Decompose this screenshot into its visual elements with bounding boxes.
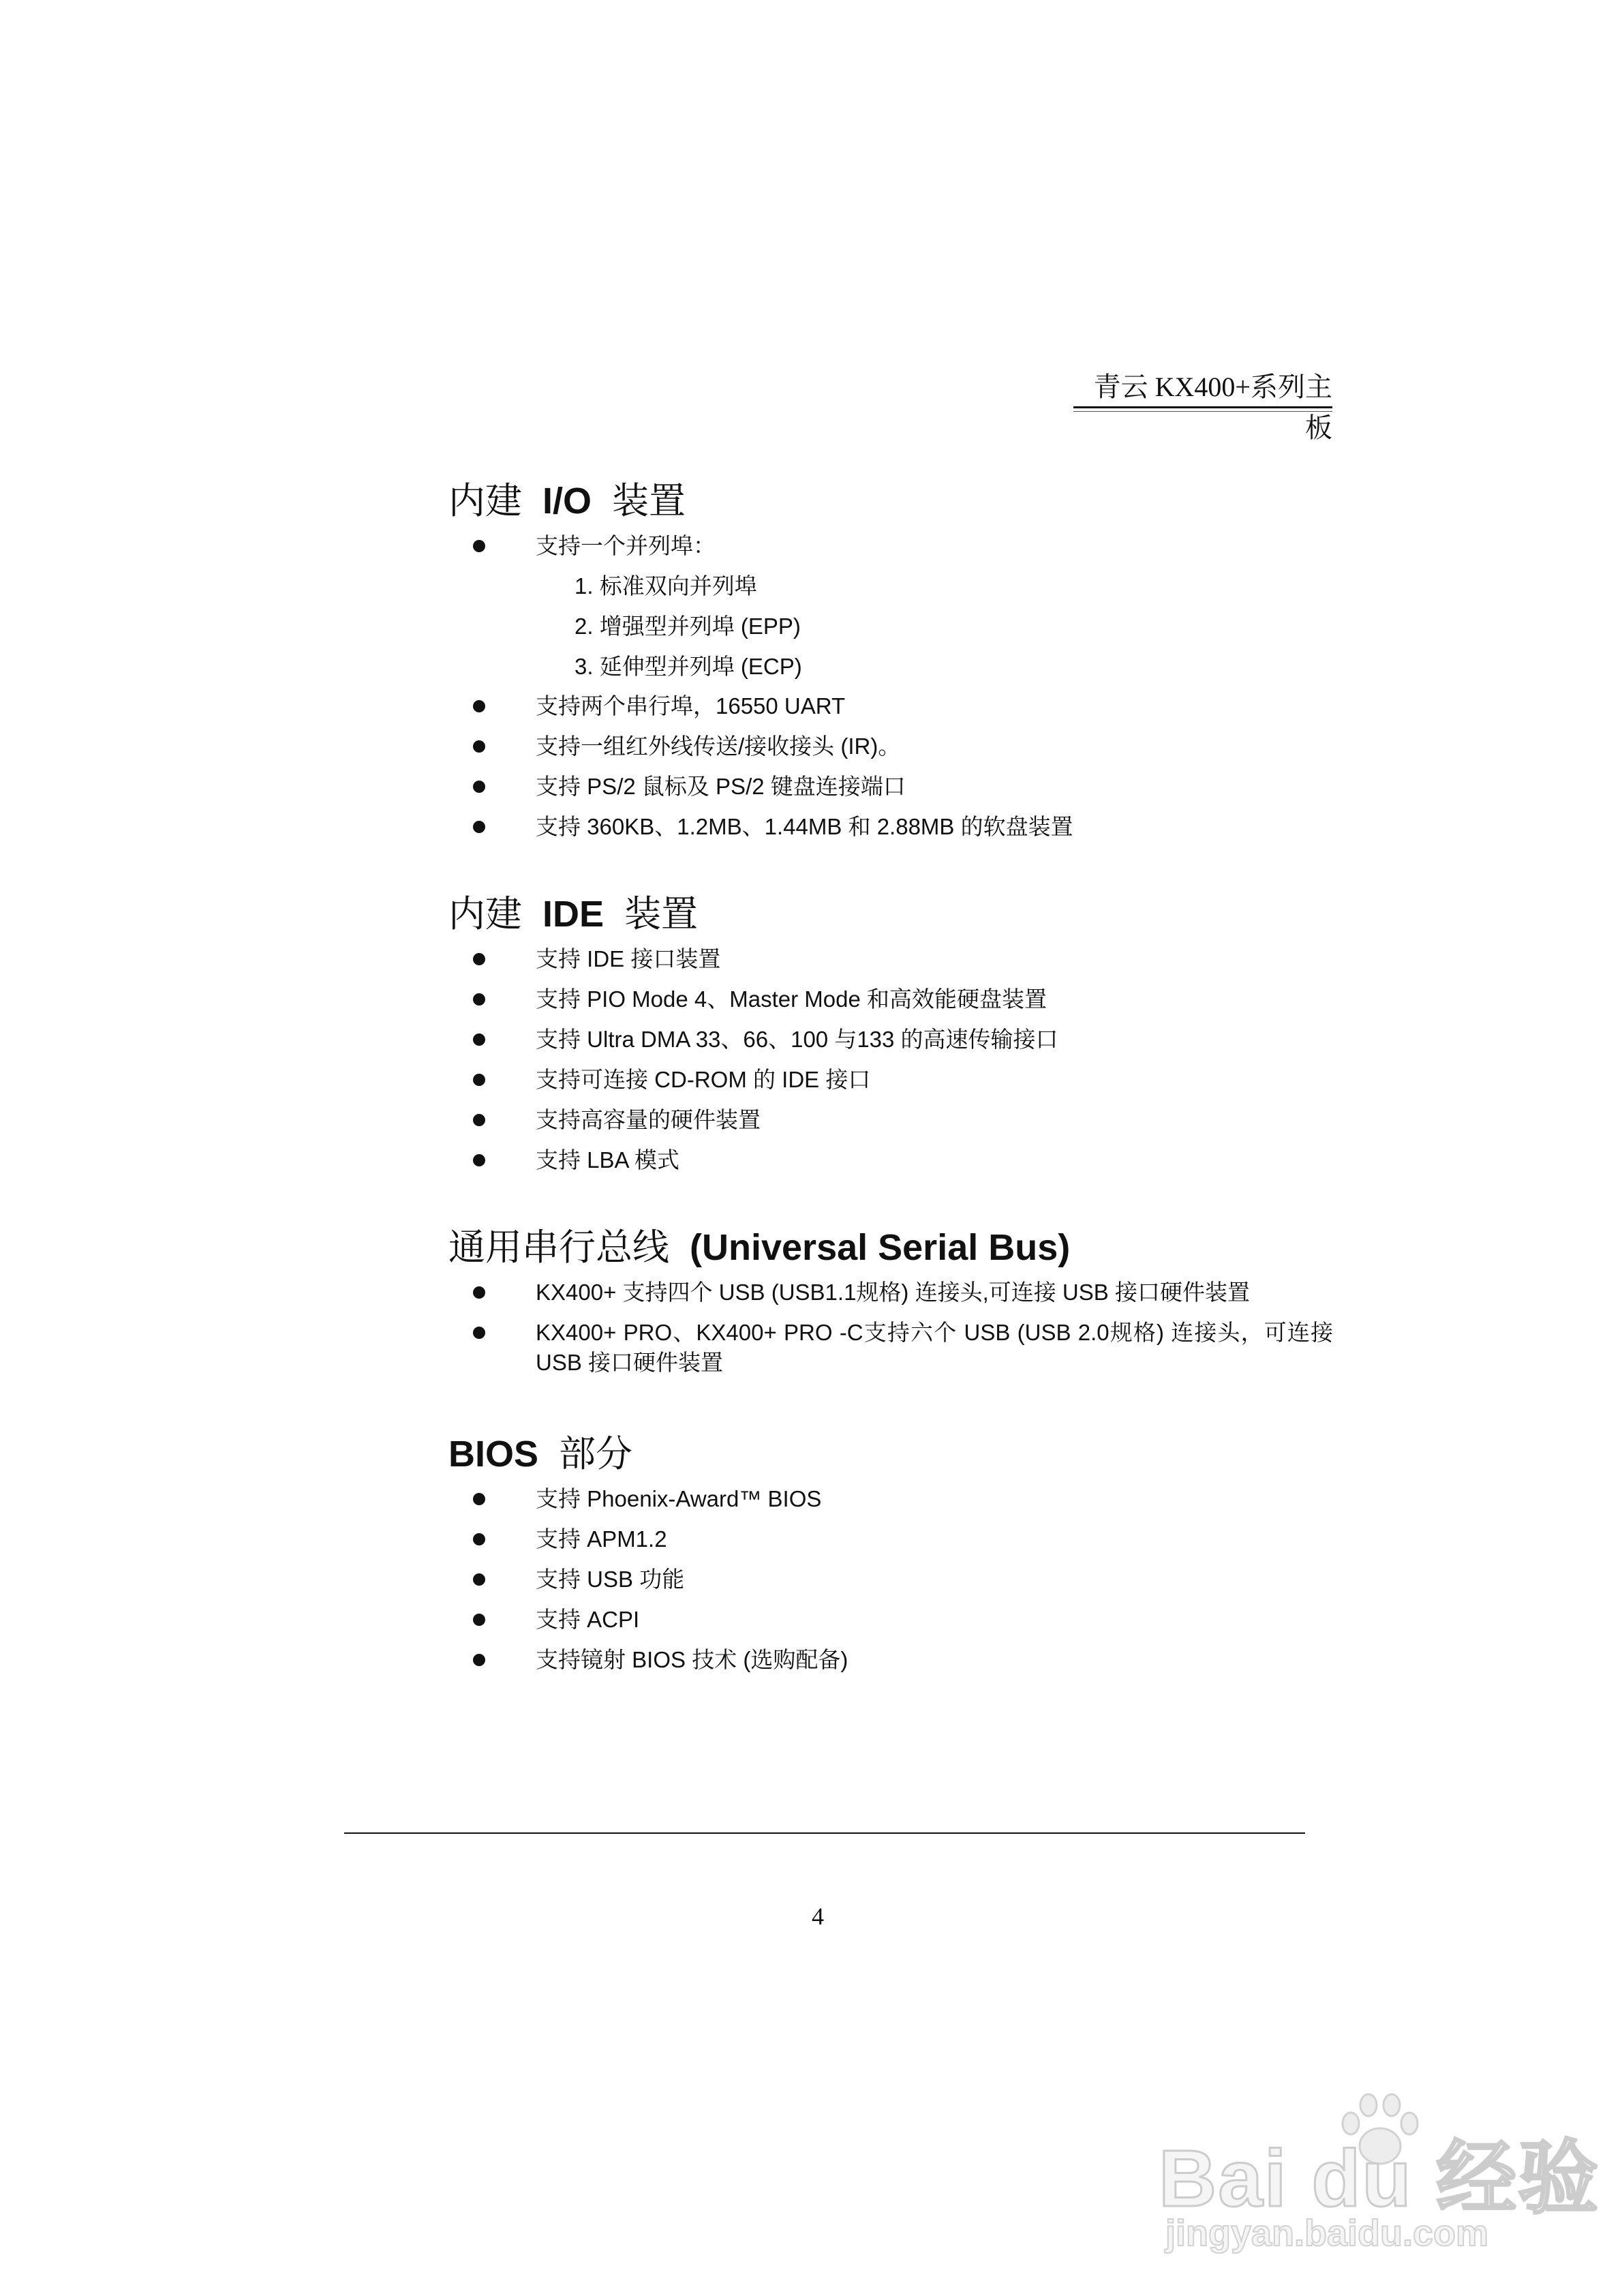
list-item-text: 支持 Ultra DMA 33、66、100 与133 的高速传输接口: [536, 1027, 1058, 1052]
bullet-icon: [473, 700, 485, 712]
section-title-io-cn: 内建: [448, 481, 522, 522]
list-item-text: KX400+ 支持四个 USB (USB1.1规格) 连接头,可连接 USB 接口硬件装置: [536, 1280, 1250, 1305]
bullet-icon: [473, 1493, 485, 1505]
header-rule-thin: [1073, 411, 1332, 412]
list-item-text: 支持镜射 BIOS 技术 (选购配备): [536, 1647, 848, 1672]
footer-rule: [344, 1832, 1305, 1834]
section-title-bios-cn2: 部分: [559, 1434, 633, 1475]
section-title-ide: [448, 890, 698, 938]
list-item-text: 支持 USB 功能: [536, 1567, 685, 1592]
section-title-ide-en: IDE: [542, 894, 605, 935]
baidu-watermark: [1152, 2093, 1600, 2263]
bullet-icon: [473, 1074, 485, 1086]
page-number: 4: [812, 1903, 824, 1930]
list-item-text: 支持一个并列埠：: [536, 533, 716, 558]
bullet-icon: [473, 740, 485, 753]
list-item-text: 支持 ACPI: [536, 1607, 640, 1632]
section-title-ide-cn: 内建: [448, 894, 522, 935]
header-rule: [1073, 406, 1332, 408]
list-item-text: 支持 PIO Mode 4、Master Mode 和高效能硬盘装置: [536, 986, 1047, 1012]
watermark-url: jingyan.baidu.com: [1165, 2213, 1489, 2254]
bullet-icon: [473, 1286, 485, 1299]
list-item-text: KX400+ PRO、KX400+ PRO -C支持六个 USB (USB 2.0规格) 连接头，可连接 USB 接口硬件装置: [536, 1320, 1333, 1375]
section-title-ide-cn2: 装置: [624, 894, 699, 935]
section-title-usb: [448, 1224, 1070, 1271]
list-item-text: 支持 PS/2 鼠标及 PS/2 键盘连接端口: [536, 774, 906, 799]
watermark-brand: Bai du 经验: [1159, 2134, 1600, 2224]
list-item-text: 支持两个串行埠，16550 UART: [536, 693, 846, 719]
list-item-text: 支持可连接 CD-ROM 的 IDE 接口: [536, 1067, 871, 1092]
sub-list-item: 2. 增强型并列埠 (EPP): [575, 614, 801, 639]
section-title-io: [448, 477, 686, 525]
list-item-text: 支持一组红外线传送/接收接头 (IR)。: [536, 734, 901, 759]
section-title-usb-en: (Universal Serial Bus): [690, 1227, 1071, 1268]
bullet-icon: [473, 1573, 485, 1586]
bullet-icon: [473, 540, 485, 552]
bullet-icon: [473, 1614, 485, 1626]
section-title-io-en: I/O: [542, 481, 592, 522]
list-item-text: 支持 LBA 模式: [536, 1147, 679, 1173]
bullet-icon: [473, 953, 485, 965]
sub-list-item: 1. 标准双向并列埠: [575, 573, 757, 599]
section-title-io-cn2: 装置: [612, 481, 686, 522]
list-item-text: 支持 360KB、1.2MB、1.44MB 和 2.88MB 的软盘装置: [536, 814, 1073, 839]
bullet-icon: [473, 1033, 485, 1046]
list-item-text: 支持 IDE 接口装置: [536, 946, 721, 971]
section-title-usb-cn: 通用串行总线: [448, 1227, 669, 1268]
bullet-icon: [473, 1533, 485, 1545]
bullet-icon: [473, 1114, 485, 1126]
list-item-text: 支持高容量的硬件装置: [536, 1107, 761, 1132]
bullet-icon: [473, 1327, 485, 1339]
section-title-bios: [448, 1430, 632, 1478]
bullet-icon: [473, 1154, 485, 1166]
bullet-icon: [473, 993, 485, 1006]
bullet-icon: [473, 781, 485, 793]
bullet-icon: [473, 821, 485, 833]
section-title-bios-en: BIOS: [448, 1434, 539, 1475]
list-item-text: 支持 APM1.2: [536, 1526, 667, 1552]
bullet-icon: [473, 1654, 485, 1666]
list-item-text: 支持 Phoenix-Award™ BIOS: [536, 1486, 822, 1511]
running-header: 青云 KX400+系列主板: [1093, 372, 1332, 443]
sub-list-item: 3. 延伸型并列埠 (ECP): [575, 654, 802, 679]
